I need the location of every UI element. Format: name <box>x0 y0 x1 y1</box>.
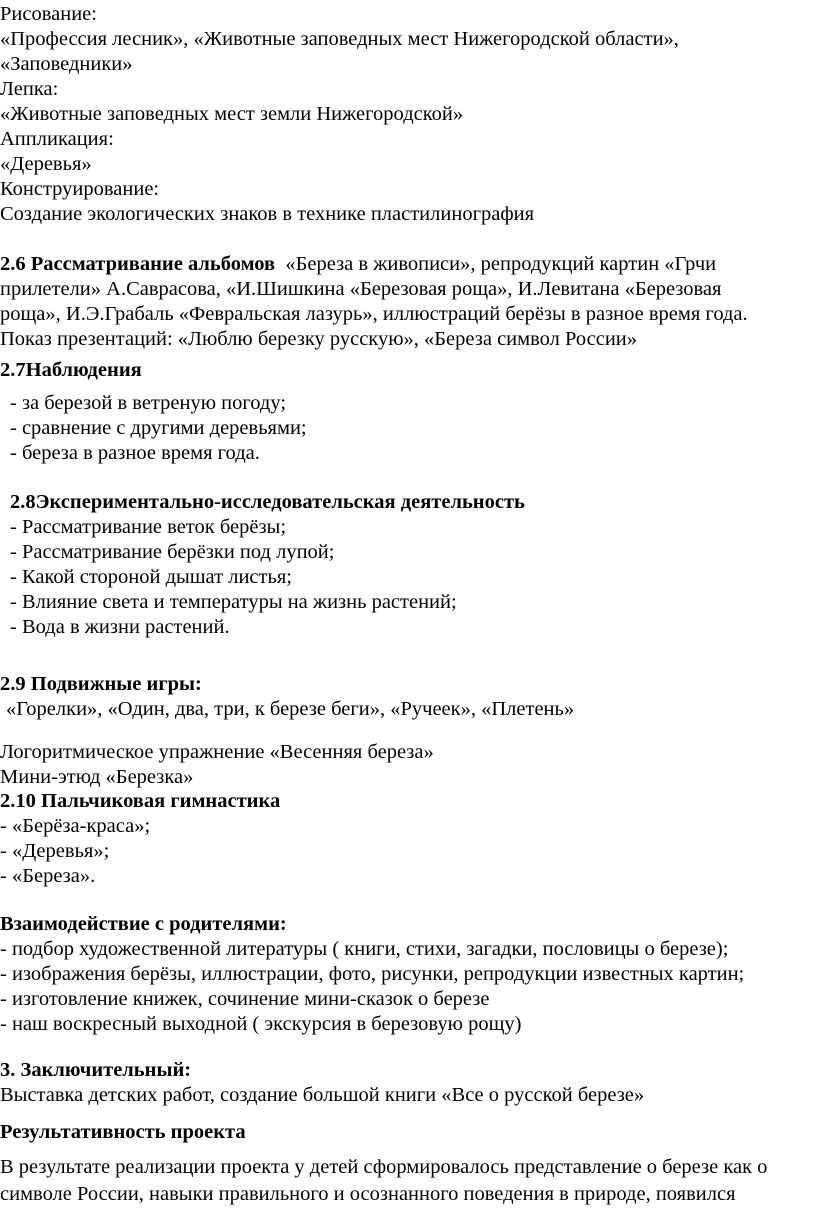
finger-gym-item: - «Деревья»; <box>0 840 110 862</box>
parents-heading: Взаимодействие с родителями: <box>0 913 287 935</box>
experiment-item: - Вода в жизни растений. <box>10 616 230 638</box>
parents-item: - изготовление книжек, сочинение мини-сказок о березе <box>0 988 490 1010</box>
section-2-6-line: роща», И.Э.Грабаль «Февральская лазурь», иллюстраций берёзы в разное время года. <box>0 303 748 325</box>
drawing-heading: Рисование: <box>0 3 97 25</box>
section-2-6-text: «Береза в живописи», репродукций картин «Грчи <box>285 253 717 275</box>
experiment-item: - Влияние света и температуры на жизнь растений; <box>10 591 457 613</box>
logorhythmic-line: Логоритмическое упражнение «Весенняя береза» <box>0 741 434 763</box>
results-line: В результате реализации проекта у детей сформировалось представление о березе как о <box>0 1156 768 1178</box>
etude-line: Мини-этюд «Березка» <box>0 766 194 788</box>
experiment-item: - Какой стороной дышат листья; <box>10 566 292 588</box>
modeling-heading: Лепка: <box>0 78 59 100</box>
section-2-6-line <box>0 252 716 277</box>
finger-gym-item: - «Берёза-краса»; <box>0 815 151 837</box>
results-line: символе России, навыки правильного и осознанного поведения в природе, появился <box>0 1183 736 1205</box>
applique-line: «Деревья» <box>0 153 92 175</box>
section-2-8-heading: 2.8Экспериментально-исследовательская деятельность <box>10 491 525 513</box>
observation-item: - сравнение с другими деревьями; <box>10 417 307 439</box>
drawing-line: «Заповедники» <box>0 53 133 75</box>
applique-heading: Аппликация: <box>0 128 114 150</box>
parents-item: - подбор художественной литературы ( книги, стихи, загадки, пословицы о березе); <box>0 938 729 960</box>
section-2-7-heading: 2.7Наблюдения <box>0 359 142 381</box>
observation-item: - береза в разное время года. <box>10 442 260 464</box>
construction-line: Создание экологических знаков в технике пластилинография <box>0 203 535 225</box>
games-line: «Горелки», «Один, два, три, к березе беги», «Ручеек», «Плетень» <box>6 698 575 720</box>
section-2-6-line: Показ презентаций: «Люблю березку русскую», «Береза символ России» <box>0 328 638 350</box>
experiment-item: - Рассматривание веток берёзы; <box>10 516 287 538</box>
results-heading: Результативность проекта <box>0 1121 246 1143</box>
section-2-6-line: прилетели» А.Саврасова, «И.Шишкина «Березовая роща», И.Левитана «Березовая <box>0 278 722 300</box>
section-2-9-heading: 2.9 Подвижные игры: <box>0 673 202 695</box>
final-stage-line: Выставка детских работ, создание большой книги «Все о русской березе» <box>0 1084 645 1106</box>
experiment-item: - Рассматривание берёзки под лупой; <box>10 541 335 563</box>
section-2-6-heading: 2.6 Рассматривание альбомов <box>0 253 276 275</box>
finger-gym-item: - «Береза». <box>0 865 96 887</box>
final-stage-heading: 3. Заключительный: <box>0 1059 192 1081</box>
observation-item: - за березой в ветреную погоду; <box>10 392 287 414</box>
drawing-line: «Профессия лесник», «Животные заповедных мест Нижегородской области», <box>0 28 679 50</box>
modeling-line: «Животные заповедных мест земли Нижегородской» <box>0 103 464 125</box>
parents-item: - наш воскресный выходной ( экскурсия в березовую рощу) <box>0 1013 522 1035</box>
construction-heading: Конструирование: <box>0 178 160 200</box>
parents-item: - изображения берёзы, иллюстрации, фото, рисунки, репродукции известных картин; <box>0 963 745 985</box>
section-2-10-heading: 2.10 Пальчиковая гимнастика <box>0 790 281 812</box>
